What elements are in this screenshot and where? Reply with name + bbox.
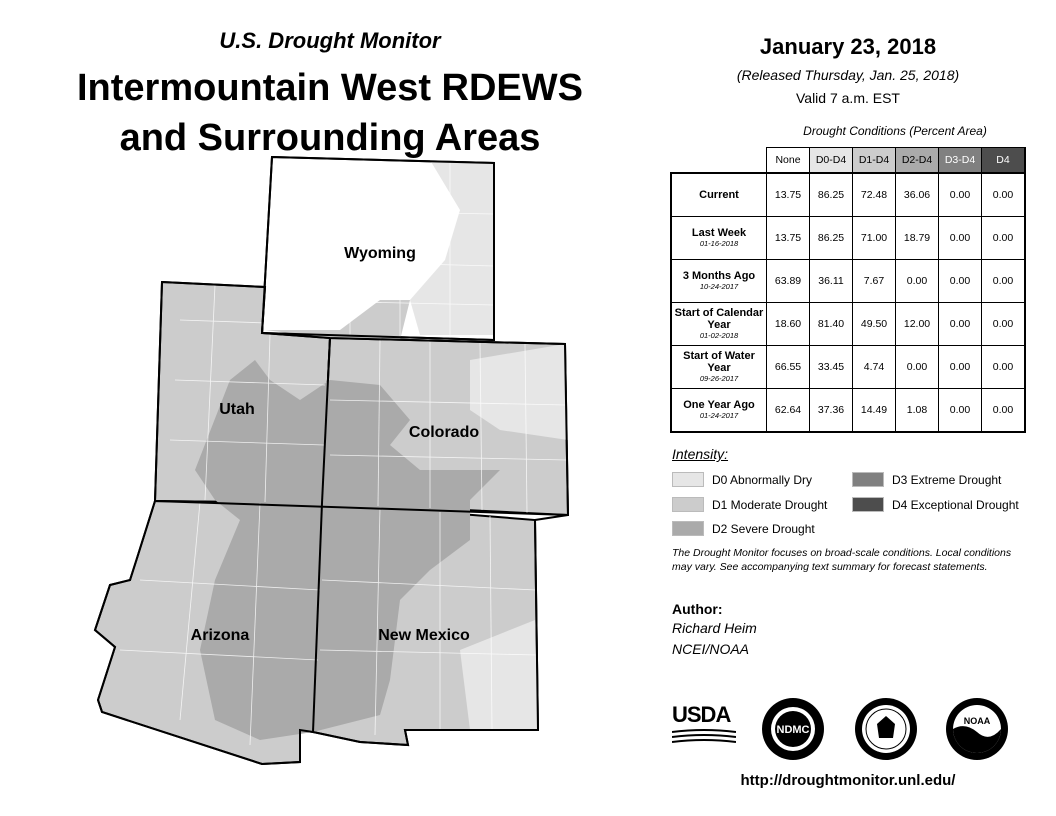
table-row <box>671 260 1025 303</box>
table-cell: 1.08 <box>896 389 939 433</box>
table-cell: 0.00 <box>939 303 982 346</box>
table-row <box>671 173 1025 217</box>
table-cell: 4.74 <box>853 346 896 389</box>
table-cell: 36.11 <box>810 260 853 303</box>
table-cell: 0.00 <box>982 303 1026 346</box>
table-row <box>671 217 1025 260</box>
row-date: 01-16-2018 <box>699 239 739 248</box>
row-header <box>671 346 767 389</box>
author-name: Richard Heim <box>672 620 757 636</box>
row-header <box>671 217 767 260</box>
map-label-new-mexico: New Mexico <box>378 627 470 644</box>
map-title-line2: and Surrounding Areas <box>119 117 541 159</box>
row-header <box>671 260 767 303</box>
map-date: January 23, 2018 <box>759 34 937 59</box>
legend-label-d2: D2 Severe Drought <box>712 521 815 536</box>
legend-swatch-d2 <box>672 521 704 536</box>
col-header-none: None <box>767 148 810 174</box>
row-label: Start of Calendar Year <box>674 307 764 331</box>
noaa-logo <box>946 698 1008 760</box>
table-cell: 18.79 <box>896 217 939 260</box>
legend-d4 <box>852 497 1019 512</box>
map-label-utah: Utah <box>219 401 255 418</box>
commerce-seal <box>855 698 917 760</box>
col-header-d4: D4 <box>982 148 1026 174</box>
usda-logo <box>672 702 736 749</box>
table-row <box>671 303 1025 346</box>
table-cell: 12.00 <box>896 303 939 346</box>
legend-d3 <box>852 472 1001 487</box>
table-cell: 0.00 <box>982 346 1026 389</box>
table-cell: 0.00 <box>982 217 1026 260</box>
table-cell: 63.89 <box>767 260 810 303</box>
legend-label-d4: D4 Exceptional Drought <box>892 497 1019 512</box>
legend-d2 <box>672 521 815 536</box>
ndmc-seal-icon <box>762 698 824 760</box>
table-cell: 86.25 <box>810 173 853 217</box>
row-label: 3 Months Ago <box>682 270 756 282</box>
table-cell: 0.00 <box>896 346 939 389</box>
valid-time: Valid 7 a.m. EST <box>795 90 900 106</box>
row-date: 09-26-2017 <box>699 374 739 383</box>
legend-swatch-d1 <box>672 497 704 512</box>
table-cell: 36.06 <box>896 173 939 217</box>
table-cell: 0.00 <box>982 260 1026 303</box>
legend-d0 <box>672 472 812 487</box>
table-cell: 71.00 <box>853 217 896 260</box>
map-label-arizona: Arizona <box>190 627 250 644</box>
usda-logo-text: USDA <box>672 702 731 727</box>
legend-swatch-d0 <box>672 472 704 487</box>
table-row <box>671 389 1025 433</box>
col-header-d0: D0-D4 <box>810 148 853 174</box>
table-cell: 72.48 <box>853 173 896 217</box>
ndmc-seal-text: NDMC <box>776 724 810 736</box>
row-header <box>671 389 767 433</box>
table-cell: 0.00 <box>939 389 982 433</box>
table-cell: 0.00 <box>939 260 982 303</box>
table-cell: 49.50 <box>853 303 896 346</box>
table-caption: Drought Conditions (Percent Area) <box>803 124 987 138</box>
table-cell: 62.64 <box>767 389 810 433</box>
legend-label-d1: D1 Moderate Drought <box>712 497 828 512</box>
release-date: (Released Thursday, Jan. 25, 2018) <box>736 67 960 83</box>
disclaimer-note: The Drought Monitor focuses on broad-scale conditions. Local conditions may vary. See accompanying text summary for forecast statements. <box>672 547 1012 573</box>
table-cell: 33.45 <box>810 346 853 389</box>
row-date: 01-02-2018 <box>699 331 739 340</box>
table-cell: 14.49 <box>853 389 896 433</box>
author-label: Author: <box>672 601 723 617</box>
table-cell: 18.60 <box>767 303 810 346</box>
drought-conditions-table <box>670 147 1026 433</box>
noaa-seal-icon <box>946 698 1008 760</box>
row-label: Last Week <box>691 227 747 239</box>
row-label: Current <box>699 189 739 201</box>
col-header-d3: D3-D4 <box>939 148 982 174</box>
legend-label-d0: D0 Abnormally Dry <box>712 472 813 487</box>
drought-map <box>0 150 640 790</box>
legend-swatch-d3 <box>852 472 884 487</box>
row-date: 10-24-2017 <box>699 282 739 291</box>
author-org: NCEI/NOAA <box>672 641 750 657</box>
legend-d1 <box>672 497 827 512</box>
table-cell: 86.25 <box>810 217 853 260</box>
map-title-line1: Intermountain West RDEWS <box>77 67 583 109</box>
usda-logo-lines <box>672 728 736 744</box>
table-row <box>671 346 1025 389</box>
table-cell: 0.00 <box>896 260 939 303</box>
table-cell: 37.36 <box>810 389 853 433</box>
row-header <box>671 303 767 346</box>
table-cell: 13.75 <box>767 217 810 260</box>
table-cell: 13.75 <box>767 173 810 217</box>
legend-title: Intensity: <box>672 446 729 462</box>
table-cell: 0.00 <box>982 173 1026 217</box>
table-cell: 66.55 <box>767 346 810 389</box>
commerce-seal-icon <box>855 698 917 760</box>
table-cell: 0.00 <box>939 217 982 260</box>
ndmc-logo <box>762 698 824 760</box>
col-header-d2: D2-D4 <box>896 148 939 174</box>
table-cell: 81.40 <box>810 303 853 346</box>
map-label-colorado: Colorado <box>408 424 480 441</box>
col-header-d1: D1-D4 <box>853 148 896 174</box>
table-cell: 0.00 <box>939 346 982 389</box>
map-label-wyoming: Wyoming <box>344 245 416 262</box>
brand-title: U.S. Drought Monitor <box>219 28 441 53</box>
row-header <box>671 173 767 217</box>
row-label: One Year Ago <box>683 399 755 411</box>
row-date: 01-24-2017 <box>699 411 739 420</box>
table-cell: 0.00 <box>982 389 1026 433</box>
table-cell: 7.67 <box>853 260 896 303</box>
website-link[interactable]: http://droughtmonitor.unl.edu/ <box>740 772 956 789</box>
table-header-row <box>671 148 1025 174</box>
table-corner <box>671 148 767 174</box>
row-label: Start of Water Year <box>683 350 755 374</box>
legend-swatch-d4 <box>852 497 884 512</box>
legend-label-d3: D3 Extreme Drought <box>892 472 1002 487</box>
noaa-seal-text: NOAA <box>963 716 991 726</box>
table-cell: 0.00 <box>939 173 982 217</box>
